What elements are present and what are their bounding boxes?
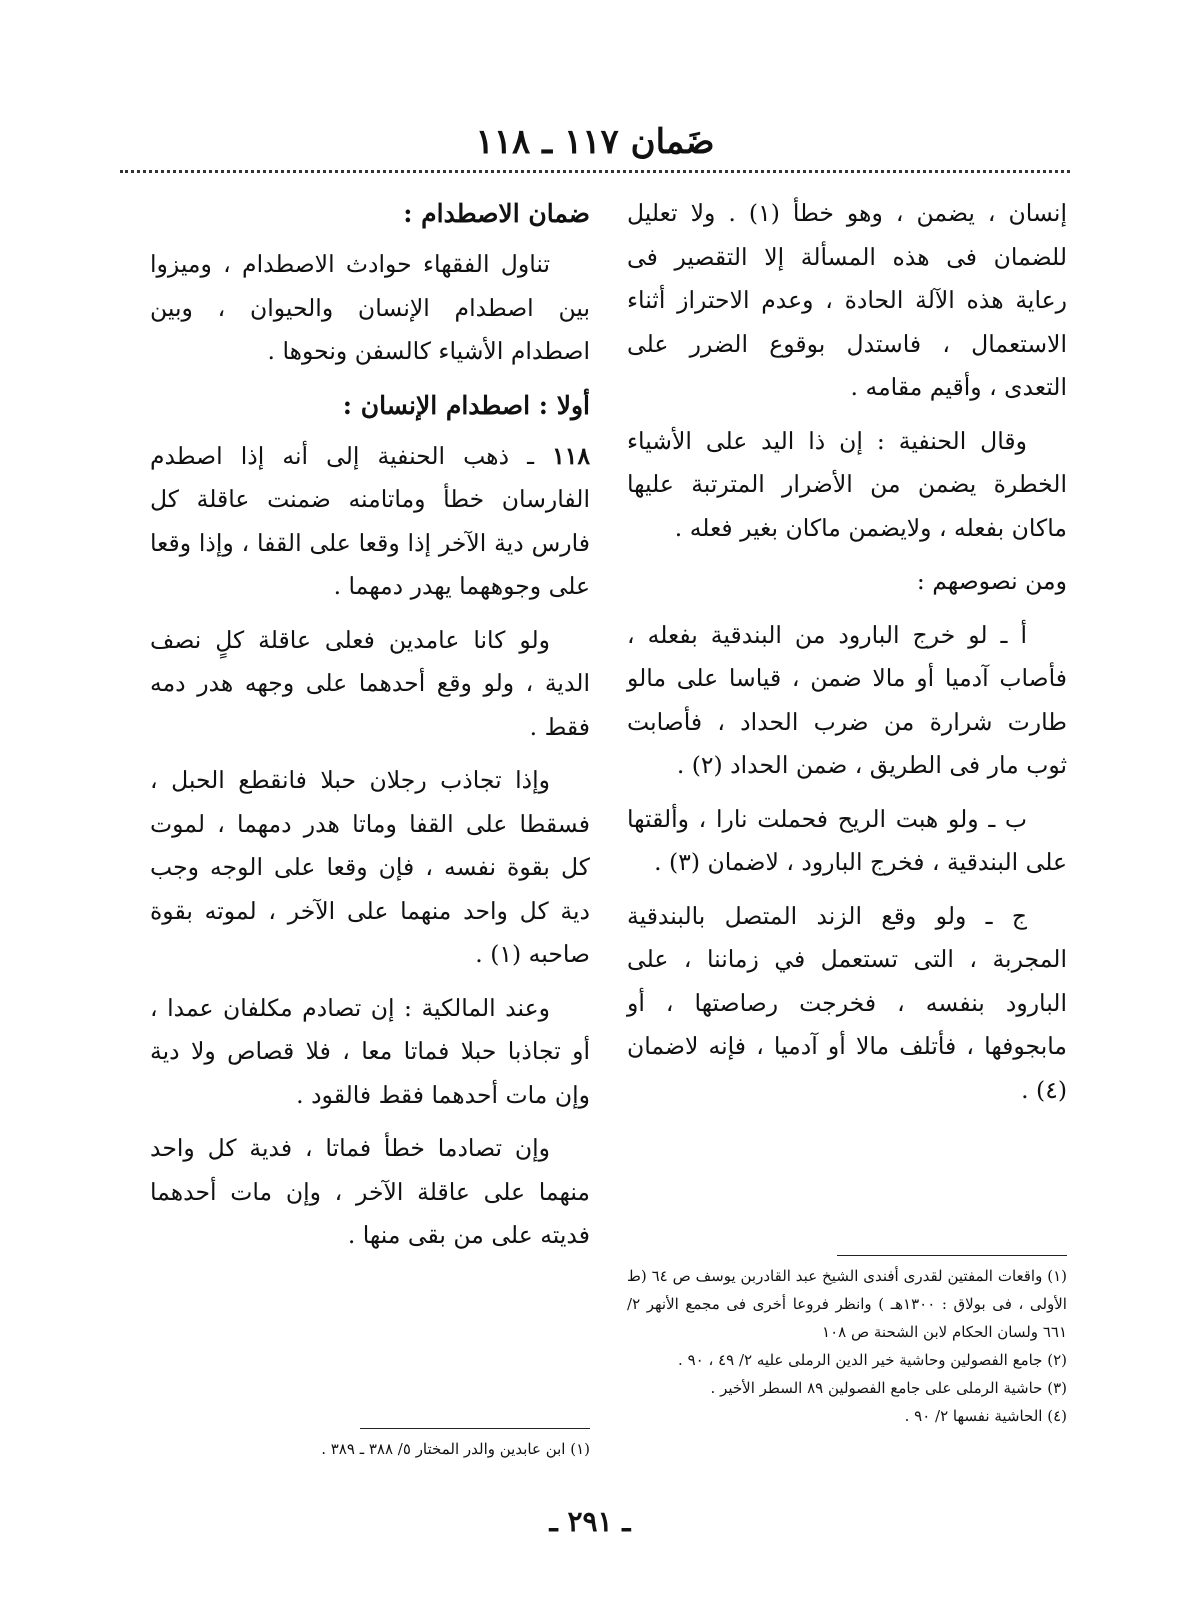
paragraph: ولو كانا عامدين فعلى عاقلة كلٍ نصف الدية ، ولو وقع أحدهما على وجهه هدر دمه فقط .: [150, 625, 590, 741]
footnote: (٢) جامع الفصولين وحاشية خير الدين الرملى عليه ٢/ ٤٩ ، ٩٠ .: [678, 1351, 1067, 1369]
right-column: [627, 192, 1067, 1122]
paragraph: وعند المالكية : إن تصادم مكلفان عمدا ، أو تجاذبا حبلا فماتا معا ، فلا قصاص ولا دية وإن مات أحدهما فقط فالقود .: [150, 993, 590, 1109]
running-header: ضَمان ١١٧ ـ ١١٨: [475, 122, 715, 162]
paragraph: ب ـ ولو هبت الريح فحملت نارا ، وألقتها على البندقية ، فخرج البارود ، لاضمان (٣) .: [627, 804, 1067, 876]
paragraph-number: ١١٨: [552, 441, 590, 470]
footnote: (٤) الحاشية نفسها ٢/ ٩٠ .: [904, 1407, 1067, 1425]
footnote: (١) ابن عابدين والدر المختار ٥/ ٣٨٨ ـ ٣٨٩ .: [321, 1440, 590, 1458]
page-number: ـ ٢٩١ ـ: [549, 1505, 631, 1538]
paragraph: وإذا تجاذب رجلان حبلا فانقطع الحبل ، فسقطا على القفا وماتا هدر دمهما ، لموت كل بقوة نفسه ، فإن وقعا على الوجه وجب دية كل واحد منهما على الآخر ، لموته بقوة صاحبه (١) .: [150, 766, 590, 968]
paragraph: وإن تصادما خطأ فماتا ، فدية كل واحد منهما على عاقلة الآخر ، وإن مات أحدهما فديته على من بقى منها .: [150, 1134, 590, 1249]
footnotes-right: [627, 1255, 1067, 1430]
paragraph: أ ـ لو خرج البارود من البندقية بفعله ، فأصاب آدميا أو مالا ضمن ، قياسا على مالو طارت شرارة من ضرب الحداد ، فأصابت ثوب مار فى الطريق ، ضمن الحداد (٢) .: [627, 620, 1067, 779]
subsection-heading: أولا : اصطدام الإنسان :: [342, 390, 590, 420]
paragraph: ومن نصوصهم :: [916, 567, 1067, 595]
paragraph: وقال الحنفية : إن ذا اليد على الأشياء الخطرة يضمن من الأضرار المترتبة عليها ماكان بفعله ، ولايضمن ماكان بغير فعله .: [627, 426, 1067, 542]
paragraph-text: ـ ذهب الحنفية إلى أنه إذا اصطدم الفارسان خطأ وماتامنه ضمنت عاقلة كل فارس دية الآخر إذا وقعا على القفا ، وإذا وقعا على وجوههما يهدر دمهما .: [150, 441, 590, 600]
footnote-rule: [360, 1428, 590, 1429]
left-column: [150, 192, 590, 1268]
paragraph: ج ـ ولو وقع الزند المتصل بالبندقية المجربة ، التى تستعمل في زماننا ، على البارود بنفسه ، فخرجت رصاصتها ، أو مابجوفها ، فأتلف مالا أو آدميا ، فإنه لاضمان (٤) .: [627, 901, 1067, 1104]
paragraph: إنسان ، يضمن ، وهو خطأ (١) . ولا تعليل للضمان فى هذه المسألة إلا التقصير فى رعاية هذه الآلة الحادة ، وعدم الاحتراز أثناء الاستعمال ، فاستدل بوقوع الضرر على التعدى ، وأقيم مقامه .: [627, 199, 1067, 401]
numbered-paragraph: [150, 435, 590, 609]
footnote: (٣) حاشية الرملى على جامع الفصولين ٨٩ السطر الأخير .: [710, 1379, 1067, 1397]
footnotes-left: [150, 1428, 590, 1463]
section-heading: ضمان الاصطدام :: [403, 199, 590, 228]
header-dotted-rule: [120, 170, 1070, 173]
footnote-rule: [837, 1255, 1067, 1256]
paragraph: تناول الفقهاء حوادث الاصطدام ، وميزوا بين اصطدام الإنسان والحيوان ، وبين اصطدام الأشياء كالسفن ونحوها .: [150, 250, 590, 365]
footnote: (١) واقعات المفتين لقدرى أفندى الشيخ عبد القادربن يوسف ص ٦٤ (ط الأولى ، فى بولاق : ١٣٠٠هـ ) وانظر فروعا أخرى فى مجمع الأنهر ٢/ ٦٦١ ولسان الحكام لابن الشحنة ص ١٠٨: [627, 1267, 1067, 1341]
